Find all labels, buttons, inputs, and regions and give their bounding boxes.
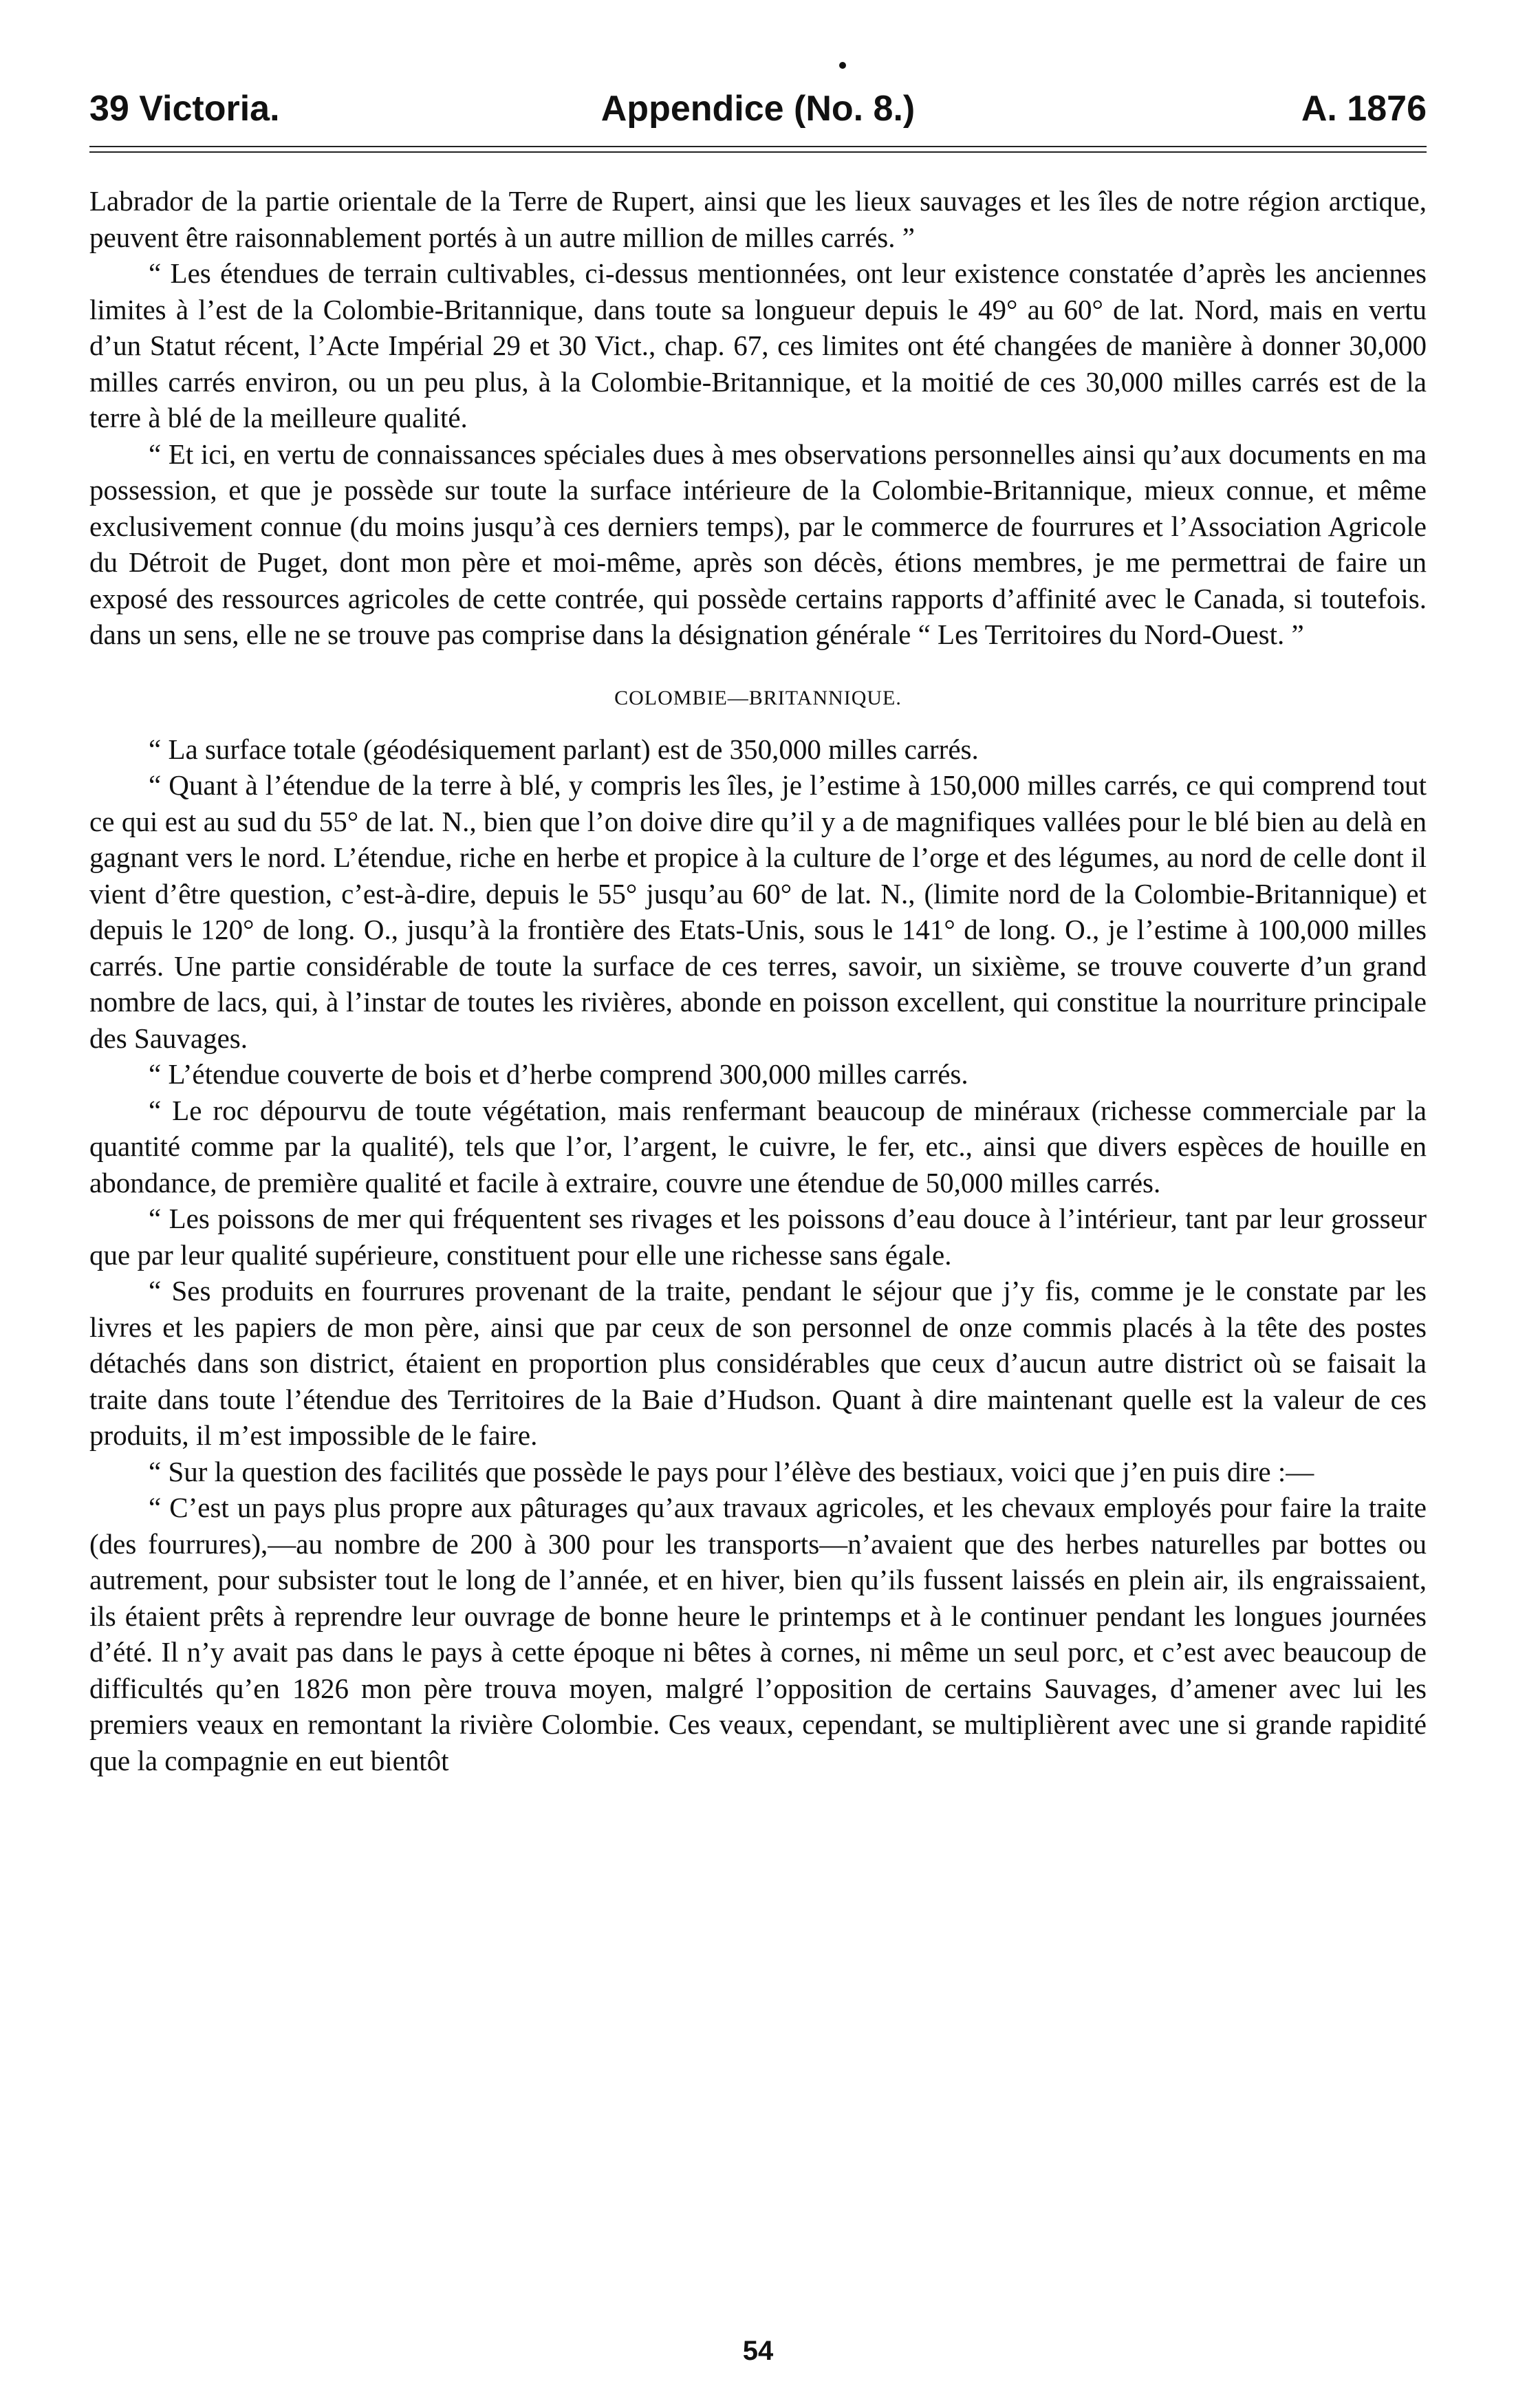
paragraph: “ Quant à l’étendue de la terre à blé, y compris les îles, je l’estime à 150,000 milles carrés, ce qui comprend tout ce qui est au sud du 55° de lat. N., bien que l’on doive dire qu’il y a de magnifiques vallées pour le blé bien au delà en gagnant vers le nord. L’étendue, riche en herbe et propice à la culture de l’orge et des légumes, au nord de celle dont il vient d’être question, c’est-à-dire, depuis le 55° jusqu’au 60° de lat. N., (limite nord de la Colombie-Britannique) et depuis le 120° de long. O., jusqu’à la frontière des Etats-Unis, sous le 141° de long. O., je l’estime à 100,000 milles carrés. Une partie considérable de toute la surface de ces terres, savoir, un sixième, se trouve couverte d’un grand nombre de lacs, qui, à l’instar de toutes les rivières, abonde en poisson excellent, qui constitue la nourriture principale des Sauvages. xyxy=(89,769,1427,1054)
document-page xyxy=(89,62,1427,2374)
header-year: A. 1876 xyxy=(1301,89,1427,129)
paragraph: “ Les étendues de terrain cultivables, ci-dessus mentionnées, ont leur existence constatée d’après les anciennes limites à l’est de la Colombie-Britannique, dans toute sa longueur depuis le 49° au 60° de lat. Nord, mais en vertu d’un Statut récent, l’Acte Impérial 29 et 30 Vict., chap. 67, ces limites ont été changées de manière à donner 30,000 milles carrés environ, ou un peu plus, à la Colombie-Britannique, et la moitié de ces 30,000 milles carrés est de la terre à blé de la meilleure qualité. xyxy=(89,257,1427,433)
header-dot-mark xyxy=(839,62,846,69)
paragraph: Labrador de la partie orientale de la Terre de Rupert, ainsi que les lieux sauvages et les îles de notre région arctique, peuvent être raisonnablement portés à un autre million de milles carrés. ” xyxy=(89,185,1427,253)
paragraph: “ C’est un pays plus propre aux pâturages qu’aux travaux agricoles, et les chevaux employés pour faire la traite (des fourrures),—au nombre de 200 à 300 pour les transports—n’avaient que des herbes naturelles par bottes ou autrement, pour subsister tout le long de l’année, et en hiver, bien qu’ils fussent laissés en plein air, ils engraissaient, ils étaient prêts à reprendre leur ouvrage de bonne heure le printemps et à le continuer pendant les longues journées d’été. Il n’y avait pas dans le pays à cette époque ni bêtes à cornes, ni même un seul porc, et c’est avec beaucoup de difficultés qu’en 1826 mon père trouva moyen, malgré l’opposition de certains Sauvages, d’amener avec lui les premiers veaux en remontant la rivière Colombie. Ces veaux, cependant, se multiplièrent avec une si grande rapidité que la compagnie en eut bientôt xyxy=(89,1492,1427,1776)
paragraph: “ La surface totale (géodésiquement parlant) est de 350,000 milles carrés. xyxy=(149,733,979,765)
paragraph: “ Ses produits en fourrures provenant de la traite, pendant le séjour que j’y fis, comme je le constate par les livres et les papiers de mon père, ainsi que par ceux de son personnel de onze commis placés à la tête des postes détachés dans son district, étaient en proportion plus considérables que ceux d’aucun autre district où se faisait la traite dans toute l’étendue des Territoires de la Baie d’Hudson. Quant à dire maintenant quelle est la valeur de ces produits, il m’est impossible de le faire. xyxy=(89,1275,1427,1451)
paragraph: “ Le roc dépourvu de toute végétation, mais renfermant beaucoup de minéraux (richesse commerciale par la quantité comme par la qualité), tels que l’or, l’argent, le cuivre, le fer, etc., ainsi que divers espèces de houille en abondance, de première qualité et facile à extraire, couvre une étendue de 50,000 milles carrés. xyxy=(89,1094,1427,1198)
page-header xyxy=(89,62,1427,131)
paragraph: “ Et ici, en vertu de connaissances spéciales dues à mes observations personnelles ainsi qu’aux documents en ma possession, et que je possède sur toute la surface intérieure de la Colombie-Britannique, mieux connue, et même exclusivement connue (du moins jusqu’à ces derniers temps), par le commerce de fourrures et l’Association Agricole du Détroit de Puget, dont mon père et moi-même, après son décès, étions membres, je me permettrai de faire un exposé des ressources agricoles de cette contrée, qui possède certains rapports d’affinité avec le Canada, si toutefois. dans un sens, elle ne se trouve pas comprise dans la désignation générale “ Les Territoires du Nord-Ouest. ” xyxy=(89,438,1427,650)
paragraph: “ Sur la question des facilités que possède le pays pour l’élève des bestiaux, voici que j’en puis dire :— xyxy=(149,1455,1314,1487)
page-number: 54 xyxy=(742,2336,774,2366)
header-double-rule xyxy=(89,146,1427,153)
header-volume: 39 Victoria. xyxy=(89,89,280,129)
section-title: COLOMBIE—BRITANNIQUE. xyxy=(614,686,902,709)
paragraph: “ L’étendue couverte de bois et d’herbe comprend 300,000 milles carrés. xyxy=(149,1058,968,1090)
paragraph: “ Les poissons de mer qui fréquentent ses rivages et les poissons d’eau douce à l’intérieur, tant par leur grosseur que par leur qualité supérieure, constituent pour elle une richesse sans égale. xyxy=(89,1203,1427,1271)
header-appendix: Appendice (No. 8.) xyxy=(600,89,916,129)
body-text xyxy=(89,183,1427,1778)
